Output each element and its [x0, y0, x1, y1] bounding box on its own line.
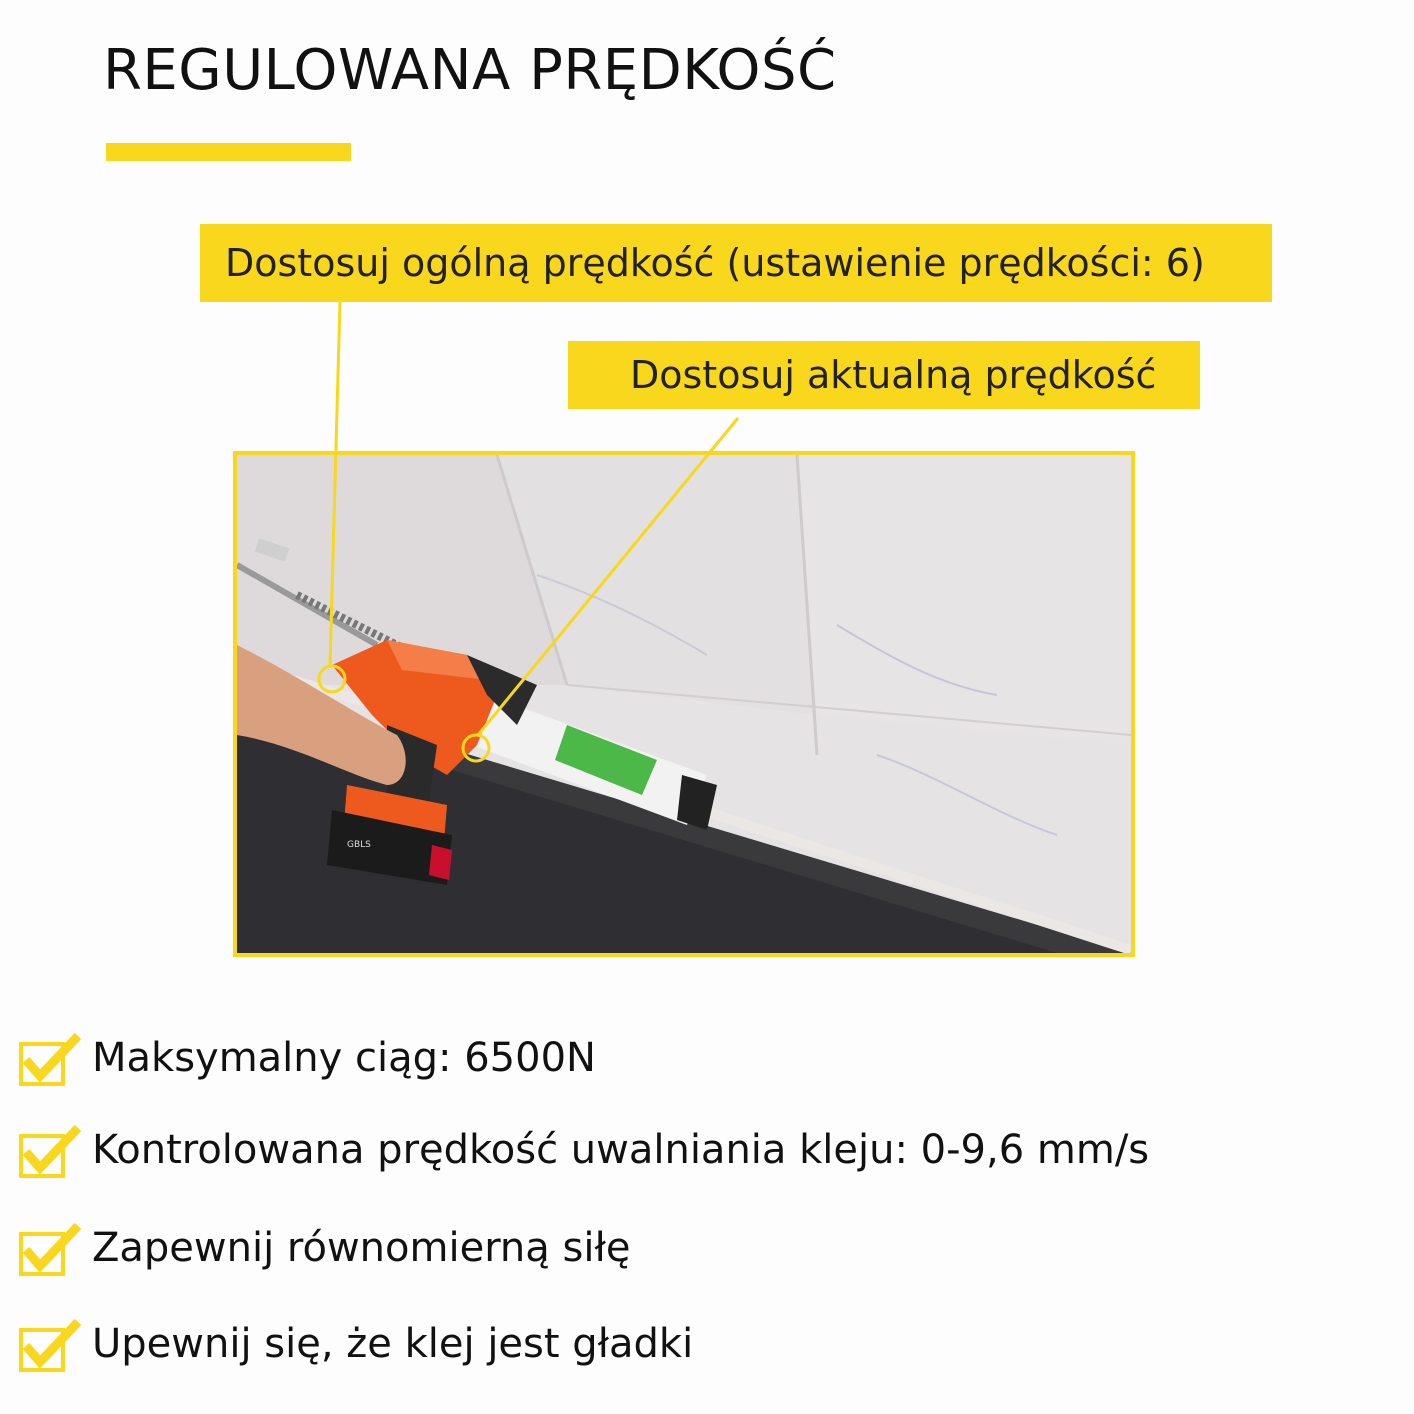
feature-item — [18, 1218, 1318, 1278]
feature-text: Maksymalny ciąg: 6500N — [92, 1035, 596, 1081]
callout-current-speed — [568, 341, 1200, 409]
caulking-gun-illustration — [237, 455, 1131, 953]
product-photo — [233, 451, 1135, 957]
checkbox-check-icon — [18, 1124, 82, 1180]
feature-item — [18, 1120, 1318, 1180]
callout-overall-speed — [200, 224, 1272, 302]
callout-current-speed-label: Dostosuj aktualną prędkość — [630, 353, 1157, 397]
feature-item — [18, 1028, 1318, 1088]
battery-label: GBLS — [347, 840, 371, 850]
feature-item — [18, 1314, 1318, 1374]
page-title: REGULOWANA PRĘDKOŚĆ — [103, 38, 837, 103]
feature-text: Zapewnij równomierną siłę — [92, 1225, 631, 1271]
callout-overall-speed-label: Dostosuj ogólną prędkość (ustawienie prędkości: 6) — [225, 241, 1205, 285]
feature-text: Kontrolowana prędkość uwalniania kleju: 0-9,6 mm/s — [92, 1127, 1150, 1173]
feature-text: Upewnij się, że klej jest gładki — [92, 1321, 694, 1367]
checkbox-check-icon — [18, 1222, 82, 1278]
checkbox-check-icon — [18, 1318, 82, 1374]
checkbox-check-icon — [18, 1032, 82, 1088]
title-underline — [106, 143, 351, 161]
